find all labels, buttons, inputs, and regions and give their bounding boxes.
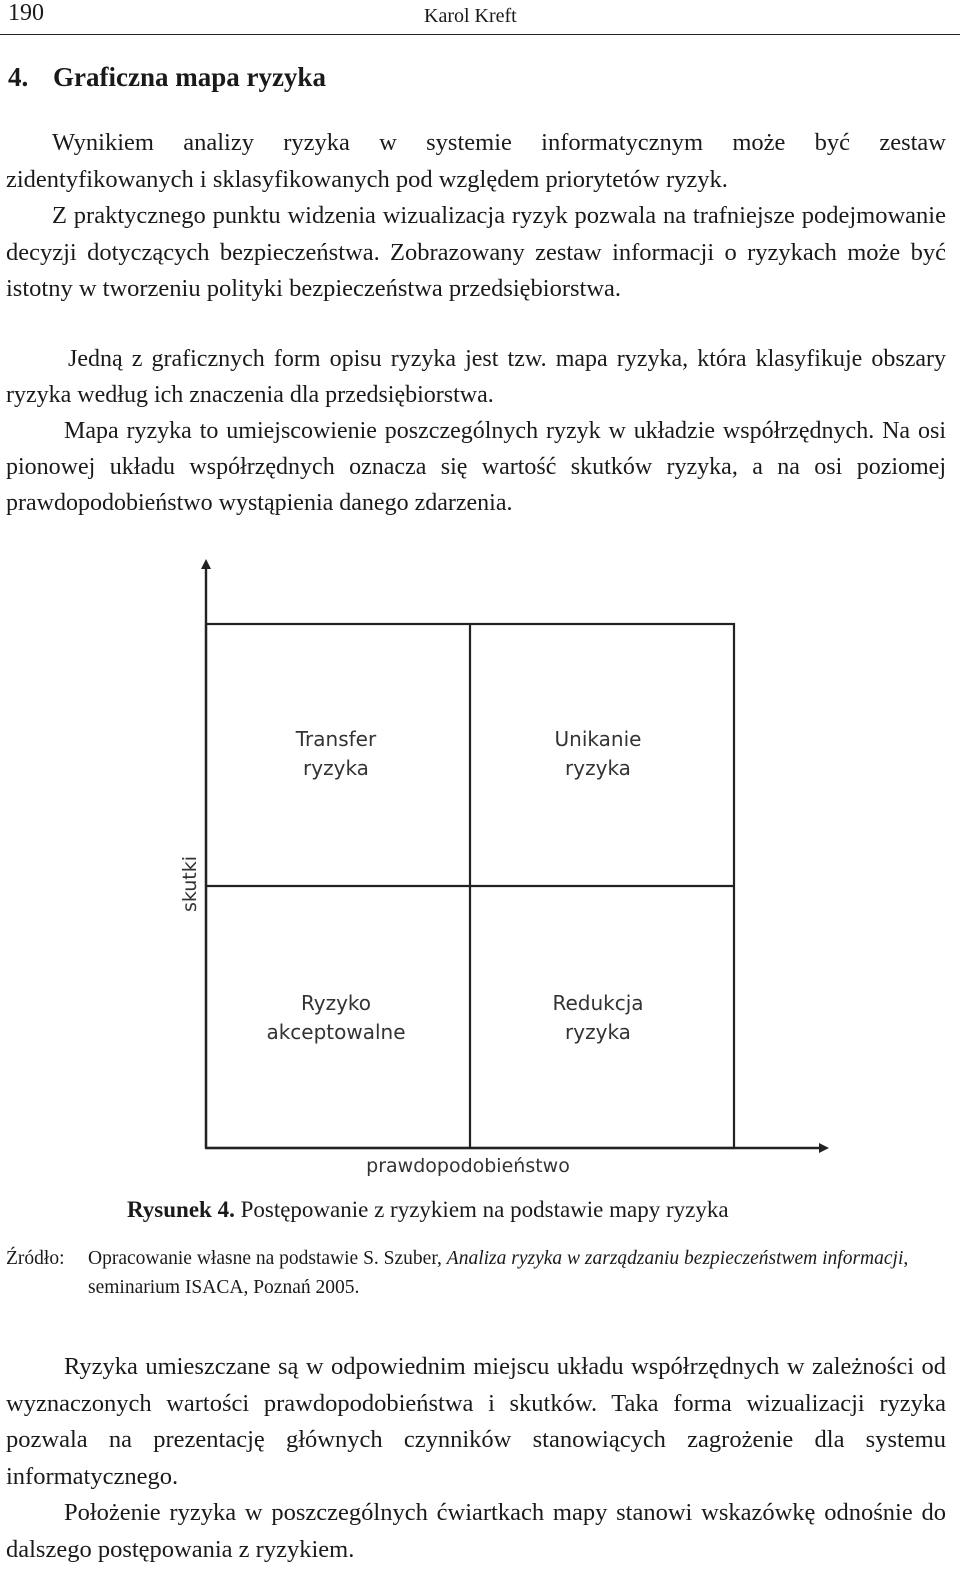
quadrant-top-right-line1: Unikanie [554, 727, 642, 751]
page-number: 190 [8, 0, 44, 26]
source-text-before: Opracowanie własne na podstawie S. Szuber, [88, 1248, 447, 1269]
running-author: Karol Kreft [424, 5, 517, 27]
paragraph-4: Mapa ryzyka to umiejscowienie poszczególnych ryzyk w układzie współrzędnych. Na osi pionowej układu współrzędnych oznacza się wartość skutków ryzyka, a na osi poziomej prawdopodobieństwo wystąpienia danego zdarzenia. [6, 418, 946, 516]
paragraph-6: Położenie ryzyka w poszczególnych ćwiartkach mapy stanowi wskazówkę odnośnie do dalszego postępowania z ryzykiem. [6, 1499, 946, 1563]
section-heading [8, 62, 326, 93]
quadrant-top-left-line2: ryzyka [303, 756, 369, 780]
figure-caption-label: Rysunek 4. [127, 1197, 235, 1222]
section-number: 4. [8, 62, 29, 92]
running-header [0, 0, 960, 35]
source-text-after: , seminarium ISACA, Poznań 2005. [88, 1248, 909, 1298]
figure-caption-text: Postępowanie z ryzykiem na podstawie mapy ryzyka [234, 1197, 729, 1222]
quadrant-bottom-left-line1: Ryzyko [300, 991, 372, 1015]
paragraph-3: Jedną z graficznych form opisu ryzyka jest tzw. mapa ryzyka, która klasyfikuje obszary ryzyka według ich znaczenia dla przedsiębiorstwa. [6, 346, 946, 408]
figure-caption [127, 1197, 729, 1223]
x-axis-label: prawdopodobieństwo [366, 1155, 570, 1177]
quadrant-bottom-left-line2: akceptowalne [266, 1020, 406, 1044]
paragraph-1: Wynikiem analizy ryzyka w systemie informatycznym może być zestaw zidentyfikowanych i sklasyfikowanych pod względem priorytetów ryzyk. [6, 129, 946, 193]
y-axis-label: skutki [179, 855, 201, 913]
paragraph-5: Ryzyka umieszczane są w odpowiednim miejscu układu współrzędnych w zależności od wyznaczonych wartości prawdopodobieństwa i skutków. Taka forma wizualizacji ryzyka pozwala na prezentację głównych czynników stanowiących zagrożenie dla systemu informatycznego. [6, 1353, 946, 1491]
quadrant-bottom-right-line2: ryzyka [565, 1020, 631, 1044]
source-title: Analiza ryzyka w zarządzaniu bezpieczeństwem informacji [446, 1248, 904, 1269]
source-label: Źródło: [6, 1248, 65, 1269]
quadrant-bottom-right-line1: Redukcja [552, 991, 644, 1015]
source-citation [88, 1244, 938, 1302]
section-title: Graficzna mapa ryzyka [53, 62, 326, 92]
quadrant-top-right-line2: ryzyka [565, 756, 631, 780]
risk-map-diagram [160, 548, 850, 1198]
paragraph-2: Z praktycznego punktu widzenia wizualizacja ryzyk pozwala na trafniejsze podejmowanie decyzji dotyczących bezpieczeństwa. Zobrazowany zestaw informacji o ryzykach może być istotny w tworzeniu polityki bezpieczeństwa przedsiębiorstwa. [6, 202, 946, 303]
risk-map-figure [160, 548, 850, 1198]
quadrant-top-left-line1: Transfer [295, 727, 377, 751]
